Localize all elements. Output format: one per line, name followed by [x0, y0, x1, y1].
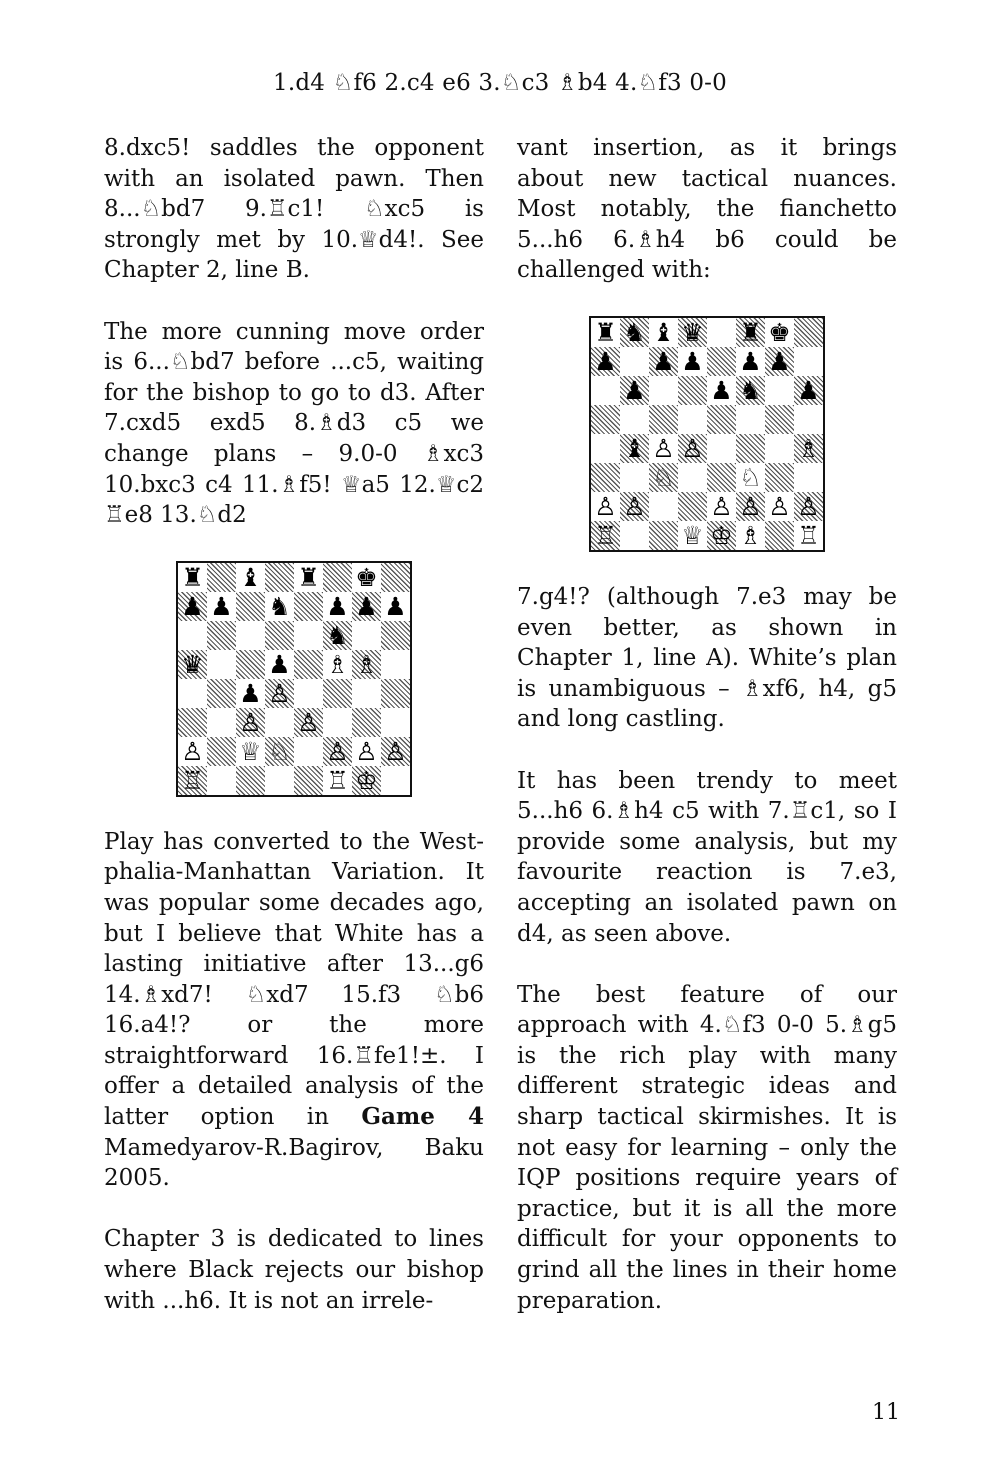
board-square: [591, 521, 620, 550]
chess-piece: ♟: [681, 346, 704, 376]
paragraph: Chapter 3 is dedicated to lines where Black rejects our bishop with ...h6. It is not an irrele-: [104, 1226, 484, 1314]
board-square: [620, 521, 649, 550]
board-square: [794, 463, 823, 492]
board-square: [323, 708, 352, 737]
chess-piece: ♟: [355, 591, 378, 621]
board-square: [620, 405, 649, 434]
board-square: [178, 766, 207, 795]
chess-piece: ♞: [739, 375, 762, 405]
board-square: [381, 708, 410, 737]
board-square: [265, 621, 294, 650]
board-square: [178, 679, 207, 708]
board-square: [352, 766, 381, 795]
board-square: [207, 708, 236, 737]
board-square: [381, 621, 410, 650]
board-square: [265, 737, 294, 766]
board-square: [381, 592, 410, 621]
chess-piece: ♖: [797, 520, 820, 550]
board-square: [294, 766, 323, 795]
board-square: [707, 434, 736, 463]
board-square: [178, 563, 207, 592]
board-square: [765, 521, 794, 550]
paragraph: 7.g4!? (although 7.e3 may be even better, as shown in Chapter 1, line A). White’s plan is unambiguous – ♗xf6, h4, g5 and long castling.: [517, 583, 897, 733]
board-square: [765, 405, 794, 434]
chess-piece: ♟: [594, 346, 617, 376]
board-square: [707, 347, 736, 376]
board-square: [236, 621, 265, 650]
chess-piece: ♟: [268, 649, 291, 679]
board-square: [678, 405, 707, 434]
board-square: [736, 347, 765, 376]
chess-piece: ♘: [268, 736, 291, 766]
board-square: [323, 621, 352, 650]
paragraph-text-end: Mamedyarov-R.Bagirov, Baku 2005.: [104, 1134, 484, 1192]
right-column: [517, 133, 897, 1316]
page-number: 11: [872, 1400, 900, 1425]
board-square: [323, 737, 352, 766]
board-square: [649, 376, 678, 405]
chess-piece: ♖: [594, 520, 617, 550]
board-square: [381, 650, 410, 679]
board-square: [620, 434, 649, 463]
chess-piece: ♗: [739, 520, 762, 550]
board-square: [352, 621, 381, 650]
chess-piece: ♘: [739, 462, 762, 492]
chess-piece: ♟: [623, 375, 646, 405]
board-square: [207, 563, 236, 592]
board-square: [736, 405, 765, 434]
chess-piece: ♙: [623, 491, 646, 521]
board-square: [765, 492, 794, 521]
paragraph: It has been trendy to meet 5...h6 6.♗h4 c5 with 7.♖c1, so I provide some analysis, but my favourite reaction is 7.e3, accepting an isolated pawn on d4, as seen above.: [517, 767, 897, 947]
board-square: [352, 679, 381, 708]
board-square: [707, 405, 736, 434]
chess-piece: ♙: [710, 491, 733, 521]
board-square: [265, 679, 294, 708]
chess-piece: ♞: [268, 591, 291, 621]
chess-piece: ♙: [652, 433, 675, 463]
board-square: [352, 650, 381, 679]
chess-piece: ♜: [594, 317, 617, 347]
board-square: [591, 492, 620, 521]
board-square: [620, 463, 649, 492]
board-square: [294, 708, 323, 737]
board-square: [352, 563, 381, 592]
chess-piece: ♜: [297, 562, 320, 592]
board-square: [294, 737, 323, 766]
board-square: [178, 592, 207, 621]
board-square: [707, 492, 736, 521]
chess-diagram-1: [176, 561, 412, 797]
board-square: [323, 679, 352, 708]
board-square: [352, 708, 381, 737]
board-square: [794, 405, 823, 434]
chess-piece: ♔: [710, 520, 733, 550]
paragraph: The more cunning move order is 6...♘bd7 before ...c5, waiting for the bishop to go to d3. After 7.cxd5 exd5 8.♗d3 c5 we change plans – 9.0-0 ♗xc3 10.bxc3 c4 11.♗f5! ♕a5 12.♕c2 ♖e8 13.♘d2: [104, 318, 484, 529]
chess-piece: ♟: [239, 678, 262, 708]
chess-piece: ♙: [681, 433, 704, 463]
chess-piece: ♟: [797, 375, 820, 405]
board-square: [649, 434, 678, 463]
chess-piece: ♔: [355, 765, 378, 795]
paragraph: vant insertion, as it brings about new tactical nuances. Most notably, the fianchetto 5...h6 6.♗h4 b6 could be challenged with:: [517, 135, 897, 284]
chess-piece: ♗: [355, 649, 378, 679]
board-square: [707, 318, 736, 347]
chess-diagram-2: [589, 316, 825, 552]
paragraph: [104, 827, 484, 1194]
chess-piece: ♙: [768, 491, 791, 521]
board-square: [765, 463, 794, 492]
board-square: [794, 521, 823, 550]
board-square: [678, 492, 707, 521]
chess-piece: ♖: [181, 765, 204, 795]
board-square: [591, 318, 620, 347]
board-square: [620, 347, 649, 376]
board-square: [649, 405, 678, 434]
chess-piece: ♙: [739, 491, 762, 521]
board-square: [591, 376, 620, 405]
board-square: [236, 766, 265, 795]
board-square: [323, 592, 352, 621]
board-square: [323, 650, 352, 679]
board-square: [207, 650, 236, 679]
chess-piece: ♟: [710, 375, 733, 405]
chess-piece: ♞: [623, 317, 646, 347]
board-square: [352, 737, 381, 766]
board-square: [678, 434, 707, 463]
board-square: [178, 621, 207, 650]
board-square: [765, 434, 794, 463]
board-square: [236, 708, 265, 737]
chess-piece: ♟: [739, 346, 762, 376]
chess-piece: ♟: [384, 591, 407, 621]
board-square: [236, 679, 265, 708]
board-square: [736, 492, 765, 521]
chess-piece: ♙: [181, 736, 204, 766]
chess-piece: ♘: [652, 462, 675, 492]
board-square: [207, 621, 236, 650]
board-square: [207, 592, 236, 621]
board-square: [265, 563, 294, 592]
chess-piece: ♞: [326, 620, 349, 650]
board-square: [265, 592, 294, 621]
chess-piece: ♕: [681, 520, 704, 550]
chess-piece: ♛: [181, 649, 204, 679]
board-square: [178, 650, 207, 679]
chess-piece: ♗: [326, 649, 349, 679]
board-square: [736, 318, 765, 347]
board-square: [620, 318, 649, 347]
chess-piece: ♝: [239, 562, 262, 592]
board-square: [765, 347, 794, 376]
board-square: [381, 563, 410, 592]
board-square: [591, 463, 620, 492]
chess-piece: ♚: [355, 562, 378, 592]
board-square: [649, 492, 678, 521]
chess-piece: ♙: [594, 491, 617, 521]
chess-piece: ♟: [181, 591, 204, 621]
chess-piece: ♝: [623, 433, 646, 463]
board-square: [678, 347, 707, 376]
board-square: [265, 708, 294, 737]
chess-piece: ♟: [652, 346, 675, 376]
chess-piece: ♜: [181, 562, 204, 592]
chess-piece: ♙: [239, 707, 262, 737]
board-square: [591, 347, 620, 376]
chess-piece: ♖: [326, 765, 349, 795]
board-square: [207, 737, 236, 766]
board-square: [294, 679, 323, 708]
board-square: [236, 737, 265, 766]
chess-piece: ♙: [326, 736, 349, 766]
board-square: [178, 737, 207, 766]
board-square: [265, 766, 294, 795]
board-square: [236, 650, 265, 679]
board-square: [794, 347, 823, 376]
chess-diagram-1-wrapper: [104, 561, 484, 797]
board-square: [294, 563, 323, 592]
chess-piece: ♕: [239, 736, 262, 766]
board-square: [765, 376, 794, 405]
board-square: [294, 650, 323, 679]
board-square: [294, 621, 323, 650]
board-square: [794, 492, 823, 521]
board-square: [381, 679, 410, 708]
chess-piece: ♟: [768, 346, 791, 376]
chess-piece: ♙: [355, 736, 378, 766]
chess-piece: ♙: [797, 491, 820, 521]
board-square: [323, 563, 352, 592]
board-square: [794, 434, 823, 463]
board-square: [323, 766, 352, 795]
board-square: [707, 463, 736, 492]
paragraph-text: Play has converted to the Westphalia-Manhattan Variation. It was popular some decades ago, but I believe that White has a lasting initiative after 13...g6 14.♗xd7! ♘xd7 15.f3 ♘b6 16.a4!? or the more straightforward 16.♖fe1!±. I offer a detailed analysis of the latter option in: [104, 828, 484, 1131]
chess-piece: ♗: [797, 433, 820, 463]
board-square: [678, 318, 707, 347]
board-square: [381, 766, 410, 795]
board-square: [178, 708, 207, 737]
board-square: [207, 679, 236, 708]
board-square: [707, 376, 736, 405]
board-square: [794, 318, 823, 347]
board-square: [236, 563, 265, 592]
board-square: [736, 463, 765, 492]
board-square: [649, 521, 678, 550]
board-square: [265, 650, 294, 679]
board-square: [649, 347, 678, 376]
board-square: [678, 376, 707, 405]
left-column: [104, 133, 484, 1316]
chess-piece: ♚: [768, 317, 791, 347]
game-reference: Game 4: [361, 1103, 484, 1131]
board-square: [381, 737, 410, 766]
board-square: [352, 592, 381, 621]
board-square: [236, 592, 265, 621]
board-square: [649, 318, 678, 347]
board-square: [678, 463, 707, 492]
board-square: [649, 463, 678, 492]
board-square: [794, 376, 823, 405]
chess-piece: ♝: [652, 317, 675, 347]
paragraph: 8.dxc5! saddles the opponent with an isolated pawn. Then 8...♘bd7 9.♖c1! ♘xc5 is strongly met by 10.♕d4!. See Chapter 2, line B.: [104, 135, 484, 284]
board-square: [736, 376, 765, 405]
board-square: [678, 521, 707, 550]
board-square: [591, 405, 620, 434]
board-square: [207, 766, 236, 795]
chess-piece: ♜: [739, 317, 762, 347]
chess-piece: ♙: [297, 707, 320, 737]
board-square: [707, 521, 736, 550]
board-square: [736, 434, 765, 463]
chess-piece: ♙: [268, 678, 291, 708]
board-square: [620, 376, 649, 405]
board-square: [294, 592, 323, 621]
board-square: [765, 318, 794, 347]
board-square: [620, 492, 649, 521]
board-square: [736, 521, 765, 550]
chess-piece: ♙: [384, 736, 407, 766]
chess-diagram-2-wrapper: [517, 316, 897, 552]
running-header: 1.d4 ♘f6 2.c4 e6 3.♘c3 ♗b4 4.♘f3 0-0: [273, 70, 727, 96]
board-square: [591, 434, 620, 463]
chess-piece: ♛: [681, 317, 704, 347]
chess-piece: ♟: [210, 591, 233, 621]
paragraph: The best feature of our approach with 4.♘f3 0-0 5.♗g5 is the rich play with many different strategic ideas and sharp tactical skirmishes. It is not easy for learning – only the IQP positions require years of practice, but it is all the more difficult for your opponents to grind all the lines in their home preparation.: [517, 981, 897, 1314]
chess-piece: ♟: [326, 591, 349, 621]
